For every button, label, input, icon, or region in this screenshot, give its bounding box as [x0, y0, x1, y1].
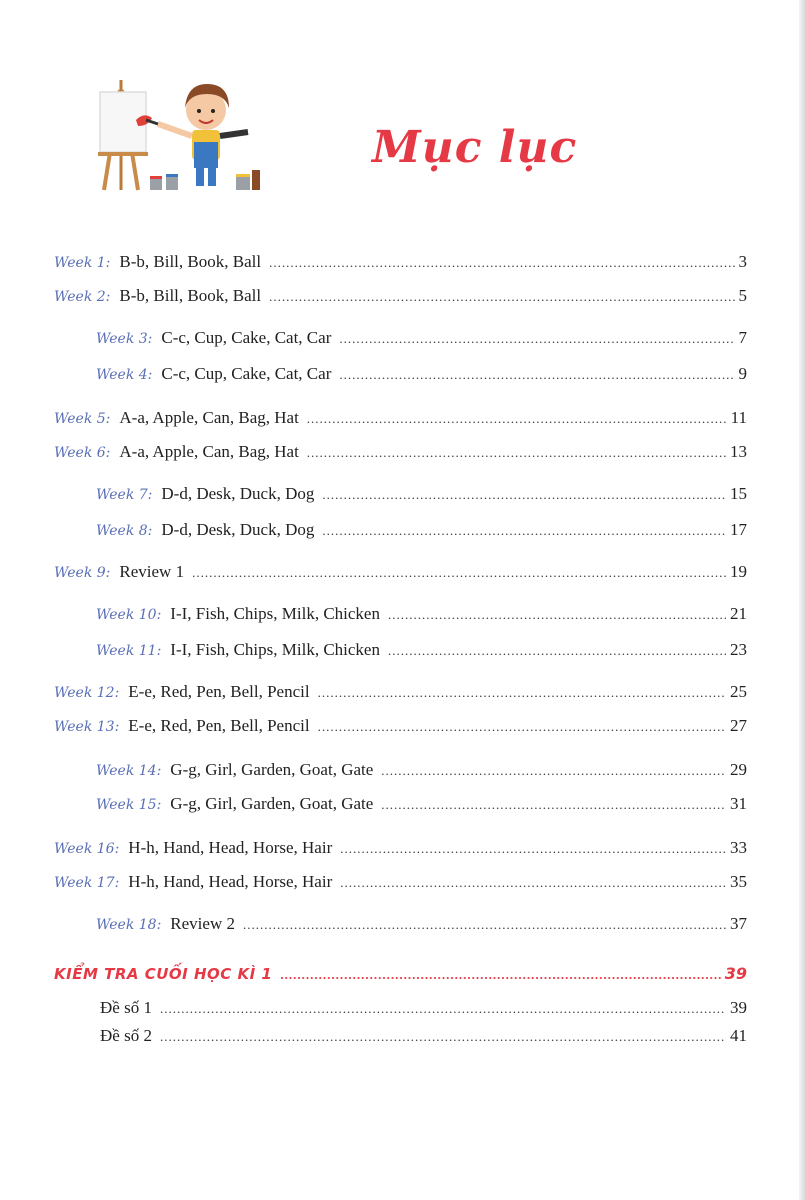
week-label: Week 3:	[96, 331, 153, 347]
dot-leader	[381, 797, 726, 813]
dot-leader	[192, 565, 726, 581]
dot-leader	[388, 643, 726, 659]
exam-sub-entry[interactable]	[100, 998, 747, 1024]
page-number: 9	[738, 364, 747, 383]
dot-leader	[381, 763, 726, 779]
toc-entry[interactable]	[54, 682, 747, 710]
entry-title: H-h, Hand, Head, Horse, Hair	[128, 838, 333, 857]
entry-title: A-a, Apple, Can, Bag, Hat	[119, 442, 299, 461]
page-number: 31	[730, 794, 747, 813]
exam-section-title: KIỂM TRA CUỐI HỌC KÌ 1	[54, 965, 273, 983]
page-number: 3	[738, 252, 747, 271]
dot-leader	[339, 367, 734, 383]
dot-leader	[307, 445, 726, 461]
entry-title: Đề số 2	[100, 1026, 152, 1045]
page-edge-shadow	[799, 0, 805, 1200]
toc-entry[interactable]	[96, 520, 747, 548]
page-number: 37	[730, 914, 747, 933]
toc-entry[interactable]	[96, 604, 747, 632]
page-number: 13	[730, 442, 747, 461]
dot-leader	[160, 1001, 726, 1017]
dot-leader	[388, 607, 726, 623]
entry-title: B-b, Bill, Book, Ball	[119, 286, 262, 305]
toc-entry[interactable]	[96, 328, 747, 356]
dot-leader	[307, 411, 727, 427]
exam-section-entry[interactable]	[54, 964, 747, 994]
dot-leader	[340, 875, 726, 891]
toc-entry[interactable]	[54, 562, 747, 590]
page-number: 41	[730, 1026, 747, 1045]
entry-title: E-e, Red, Pen, Bell, Pencil	[128, 682, 310, 701]
week-label: Week 2:	[54, 289, 111, 305]
week-label: Week 11:	[96, 643, 162, 659]
toc-entry[interactable]	[54, 838, 747, 866]
entry-title: C-c, Cup, Cake, Cat, Car	[161, 364, 332, 383]
dot-leader	[318, 719, 726, 735]
toc-entry[interactable]	[54, 286, 747, 314]
toc-entry[interactable]	[54, 408, 747, 436]
entry-title: G-g, Girl, Garden, Goat, Gate	[170, 794, 374, 813]
page-number: 17	[730, 520, 747, 539]
dot-leader	[340, 841, 726, 857]
page-number: 11	[730, 408, 747, 427]
page-title: Mục lục	[372, 122, 578, 173]
entry-title: Đề số 1	[100, 998, 152, 1017]
week-label: Week 4:	[96, 367, 153, 383]
page-number: 21	[730, 604, 747, 623]
week-label: Week 14:	[96, 763, 162, 779]
page-number: 27	[730, 716, 747, 735]
entry-title: Review 1	[119, 562, 185, 581]
page-number: 23	[730, 640, 747, 659]
painting-girl-illustration	[88, 70, 278, 200]
dot-leader	[243, 917, 726, 933]
entry-title: D-d, Desk, Duck, Dog	[161, 520, 315, 539]
dot-leader	[269, 289, 734, 305]
week-label: Week 9:	[54, 565, 111, 581]
week-label: Week 6:	[54, 445, 111, 461]
entry-title: C-c, Cup, Cake, Cat, Car	[161, 328, 332, 347]
toc-entry[interactable]	[96, 640, 747, 668]
entry-title: B-b, Bill, Book, Ball	[119, 252, 262, 271]
entry-title: D-d, Desk, Duck, Dog	[161, 484, 315, 503]
page-number: 39	[730, 998, 747, 1017]
dot-leader	[160, 1029, 726, 1045]
page-number: 5	[738, 286, 747, 305]
entry-title: E-e, Red, Pen, Bell, Pencil	[128, 716, 310, 735]
dot-leader	[318, 685, 726, 701]
page-number: 25	[730, 682, 747, 701]
dot-leader	[339, 331, 734, 347]
week-label: Week 7:	[96, 487, 153, 503]
toc-entry[interactable]	[96, 914, 747, 942]
toc-entry[interactable]	[96, 794, 747, 822]
entry-title: A-a, Apple, Can, Bag, Hat	[119, 408, 299, 427]
week-label: Week 17:	[54, 875, 120, 891]
dot-leader	[269, 255, 734, 271]
dot-leader	[322, 487, 726, 503]
page-number: 33	[730, 838, 747, 857]
toc-entry[interactable]	[54, 252, 747, 280]
page-number: 35	[730, 872, 747, 891]
dot-leader	[280, 967, 720, 983]
entry-title: Review 2	[170, 914, 235, 933]
entry-title: G-g, Girl, Garden, Goat, Gate	[170, 760, 374, 779]
page-number: 29	[730, 760, 747, 779]
toc-entry[interactable]	[96, 364, 747, 392]
exam-sub-entry[interactable]	[100, 1026, 747, 1052]
page-number: 39	[724, 964, 747, 983]
page-number: 7	[738, 328, 747, 347]
entry-title: I-I, Fish, Chips, Milk, Chicken	[170, 604, 380, 623]
week-label: Week 5:	[54, 411, 111, 427]
entry-title: H-h, Hand, Head, Horse, Hair	[128, 872, 333, 891]
week-label: Week 8:	[96, 523, 153, 539]
week-label: Week 10:	[96, 607, 162, 623]
week-label: Week 16:	[54, 841, 120, 857]
toc-entry[interactable]	[96, 760, 747, 788]
week-label: Week 15:	[96, 797, 162, 813]
toc-entry[interactable]	[54, 872, 747, 900]
toc-entry[interactable]	[96, 484, 747, 512]
entry-title: I-I, Fish, Chips, Milk, Chicken	[170, 640, 380, 659]
week-label: Week 12:	[54, 685, 120, 701]
week-label: Week 18:	[96, 917, 162, 933]
week-label: Week 1:	[54, 255, 111, 271]
toc-entry[interactable]	[54, 716, 747, 744]
toc-entry[interactable]	[54, 442, 747, 470]
page-number: 15	[730, 484, 747, 503]
week-label: Week 13:	[54, 719, 120, 735]
page-number: 19	[730, 562, 747, 581]
dot-leader	[322, 523, 726, 539]
